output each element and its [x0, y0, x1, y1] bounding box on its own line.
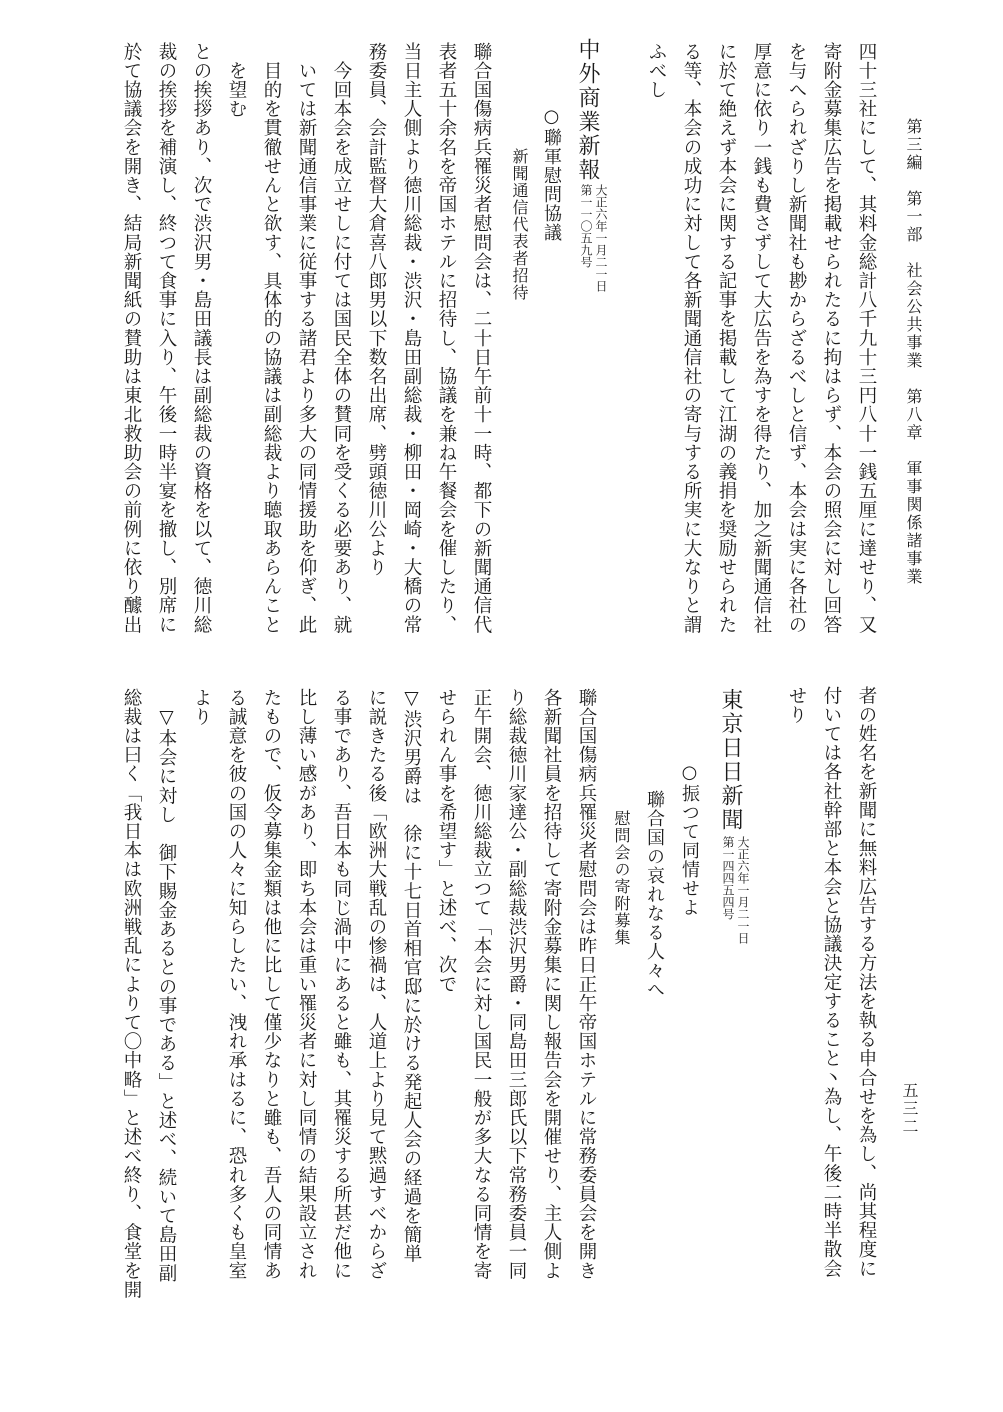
article-body-line: 於て協議会を開き、結局新聞紙の賛助は東北救助会の前例に依り醵出 [121, 42, 142, 635]
running-header: 第三編 第一部 社会公共事業 第八章 軍事関係諸事業 [904, 118, 923, 586]
top-intro-line: る等、本会の成功に対して各新聞通信社の寄与する所実に大なりと謂 [681, 42, 702, 635]
article-headline: ○振つて同情せよ [679, 762, 700, 917]
article-body-line: 比し薄い感があり、即ち本会は重い罹災者に対し同情の結果設立され [296, 688, 317, 1281]
article-headline: ○聯軍慰問協議 [541, 106, 562, 242]
newspaper-title: 東京日日新聞 [718, 688, 743, 832]
top-intro-line: を与へられざりし新聞社も尠からざるべしと信ず、本会は実に各社の [786, 42, 807, 635]
article-body-line: いては新聞通信事業に従事する諸君より多大の同情援助を仰ぎ、此 [296, 42, 317, 635]
article-body-line: 総裁は曰く「我日本は欧洲戦乱によりて〇中略」と述べ終り、食堂を開 [121, 688, 142, 1300]
top-intro-line: 寄附金募集広告を掲載せられたるに拘はらず、本会の照会に対し回答 [821, 42, 842, 635]
top-intro-line: ふべし [646, 42, 667, 100]
top-intro-line: に於て絶えず本会に関する記事を掲載して江湖の義捐を奨励せられた [716, 42, 737, 635]
bottom-intro-line: 者の姓名を新聞に無料広告する方法を執る申合せを為し、尚其程度に [856, 686, 877, 1279]
article-body-line: 務委員、会計監督大倉喜八郎男以下数名出席、劈頭徳川公より [366, 42, 387, 577]
article-body-line: 当日主人側より徳川総裁・渋沢・島田副総裁・柳田・岡崎・大橋の常 [401, 42, 422, 635]
page-number: 五三二 [900, 1082, 919, 1136]
article-body-line: を望む [226, 42, 247, 119]
article-body-line: との挨拶あり、次で渋沢男・島田議長は副総裁の資格を以て、徳川総 [191, 42, 212, 635]
article-body-line: 正午開会、徳川総裁立つて「本会に対し国民一般が多大なる同情を寄 [471, 688, 492, 1281]
article-body-line: 目的を貫徹せんと欲す、具体的の協議は副総裁より聴取あらんこと [261, 42, 282, 635]
bottom-intro-line: せり [786, 686, 807, 725]
article-body-line: に説きたる後「欧洲大戦乱の惨禍は、人道上より見て黙過すべからざ [366, 688, 387, 1281]
article-body-line: ▽渋沢男爵は 徐に十七日首相官邸に於ける発起人会の経過を簡単 [401, 688, 422, 1264]
article-body-line: ▽本会に対し 御下賜金あるとの事である」と述べ、続いて島田副 [156, 688, 177, 1283]
article-body-line: 裁の挨拶を補演し、終つて食事に入り、午後一時半宴を撤し、別席に [156, 42, 177, 635]
newspaper-title: 中外商業新報 [575, 38, 600, 182]
top-intro-line: 四十三社にして、其料金総計八千九十三円八十一銭五厘に達せり、又 [856, 42, 877, 635]
top-intro-line: 厚意に依り一銭も費さずして大広告を為すを得たり、加之新聞通信社 [751, 42, 772, 635]
article-subheadline: 新聞通信代表者招待 [510, 148, 529, 301]
article-body-line: り総裁徳川家達公・副総裁渋沢男爵・同島田三郎氏以下常務委員一同 [506, 688, 527, 1281]
issue-date: 大正六年一月二一日 [736, 836, 750, 944]
article-body-line: 各新聞社員を招待して寄附金募集に関し報告会を開催せり、主人側よ [541, 688, 562, 1281]
article-body-line: 今回本会を成立せしに付ては国民全体の賛同を受くる必要あり、就 [331, 42, 352, 635]
article-body-line: る事であり、吾日本も同じ渦中にあると雖も、其罹災する所甚だ他に [331, 688, 352, 1281]
article-subheadline: 聯合国の哀れなる人々へ [644, 790, 665, 999]
article-body-line: せられん事を希望す」と述べ、次で [436, 688, 457, 994]
issue-number: 第一一〇五九号 [579, 184, 593, 268]
bottom-intro-line: 付いては各社幹部と本会と協議決定すること丶為し、午後二時半散会 [821, 686, 842, 1279]
article-body-line: 聯合国傷病兵罹災者慰問会は、二十日午前十一時、都下の新聞通信代 [471, 42, 492, 635]
issue-date: 大正六年一月二一日 [594, 184, 608, 292]
issue-number: 第一四四五四号 [721, 836, 735, 920]
article-body-line: 聯合国傷病兵罹災者慰問会は昨日正午帝国ホテルに常務委員会を開き [576, 688, 597, 1281]
article-subheadline: 慰問会の寄附募集 [612, 810, 631, 946]
article-body-line: より [191, 688, 212, 727]
article-body-line: 表者五十余名を帝国ホテルに招待し、協議を兼ね午餐会を催したり、 [436, 42, 457, 635]
article-body-line: る誠意を彼の国の人々に知らしたい、洩れ承はるに、恐れ多くも皇室 [226, 688, 247, 1281]
article-body-line: たもので、仮令募集金類は他に比して僅少なりと雖も、吾人の同情あ [261, 688, 282, 1281]
